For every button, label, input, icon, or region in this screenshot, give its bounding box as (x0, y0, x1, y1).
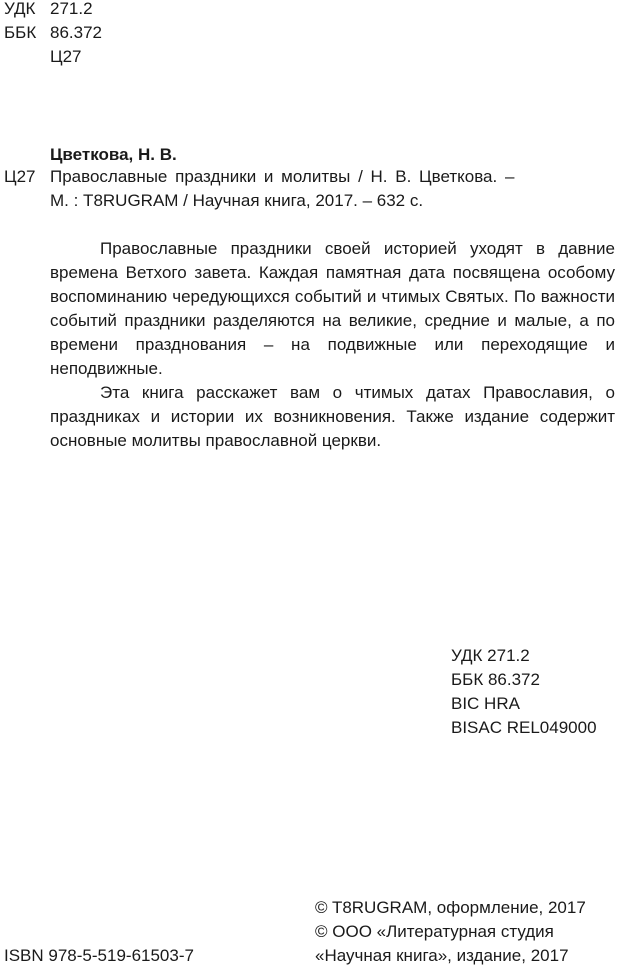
isbn-number: ISBN 978-5-519-61503-7 (4, 946, 194, 965)
copyright-line: «Научная книга», издание, 2017 (315, 946, 569, 965)
udk-code: УДК 271.2 (451, 646, 530, 665)
copyright-block (315, 896, 586, 968)
bbk-value: 86.372 (50, 23, 102, 42)
copyright-line: © T8RUGRAM, оформление, 2017 (315, 898, 586, 917)
bbk-code-row (4, 21, 102, 45)
bic-code: BIC HRA (451, 694, 520, 713)
copyright-line: © ООО «Литературная студия (315, 922, 554, 941)
author-sign-row (4, 45, 82, 69)
bbk-code: ББК 86.372 (451, 670, 540, 689)
citation-line-2: М. : T8RUGRAM / Научная книга, 2017. – 632 с. (50, 191, 424, 210)
author-sign-value: Ц27 (50, 47, 82, 66)
bbk-label: ББК (4, 23, 37, 42)
cipher-label: Ц27 (4, 167, 36, 186)
classification-codes-bottom (451, 644, 597, 740)
udk-code-row (4, 0, 93, 21)
author-name: Цветкова, Н. В. (50, 145, 177, 164)
annotation-paragraph: Православные праздники своей историей уходят в давние времена Ветхого завета. Каждая памятная дата посвящена особому воспоминанию чередующихся событий и чтимых Святых. По важности событий праздники разделяются на великие, средние и малые, а по времени празднования – на подвижные или переходящие и неподвижные. (50, 239, 615, 378)
bisac-code: BISAC REL049000 (451, 718, 597, 737)
udk-label: УДК (4, 0, 36, 18)
udk-value: 271.2 (50, 0, 93, 18)
annotation-paragraph: Эта книга расскажет вам о чтимых датах Православия, о праздниках и истории их возникновения. Также издание содержит основные молитвы православной церкви. (50, 383, 615, 450)
annotation-text (50, 237, 615, 453)
citation-line-1: Православные праздники и молитвы / Н. В. Цветкова. – (50, 167, 515, 186)
